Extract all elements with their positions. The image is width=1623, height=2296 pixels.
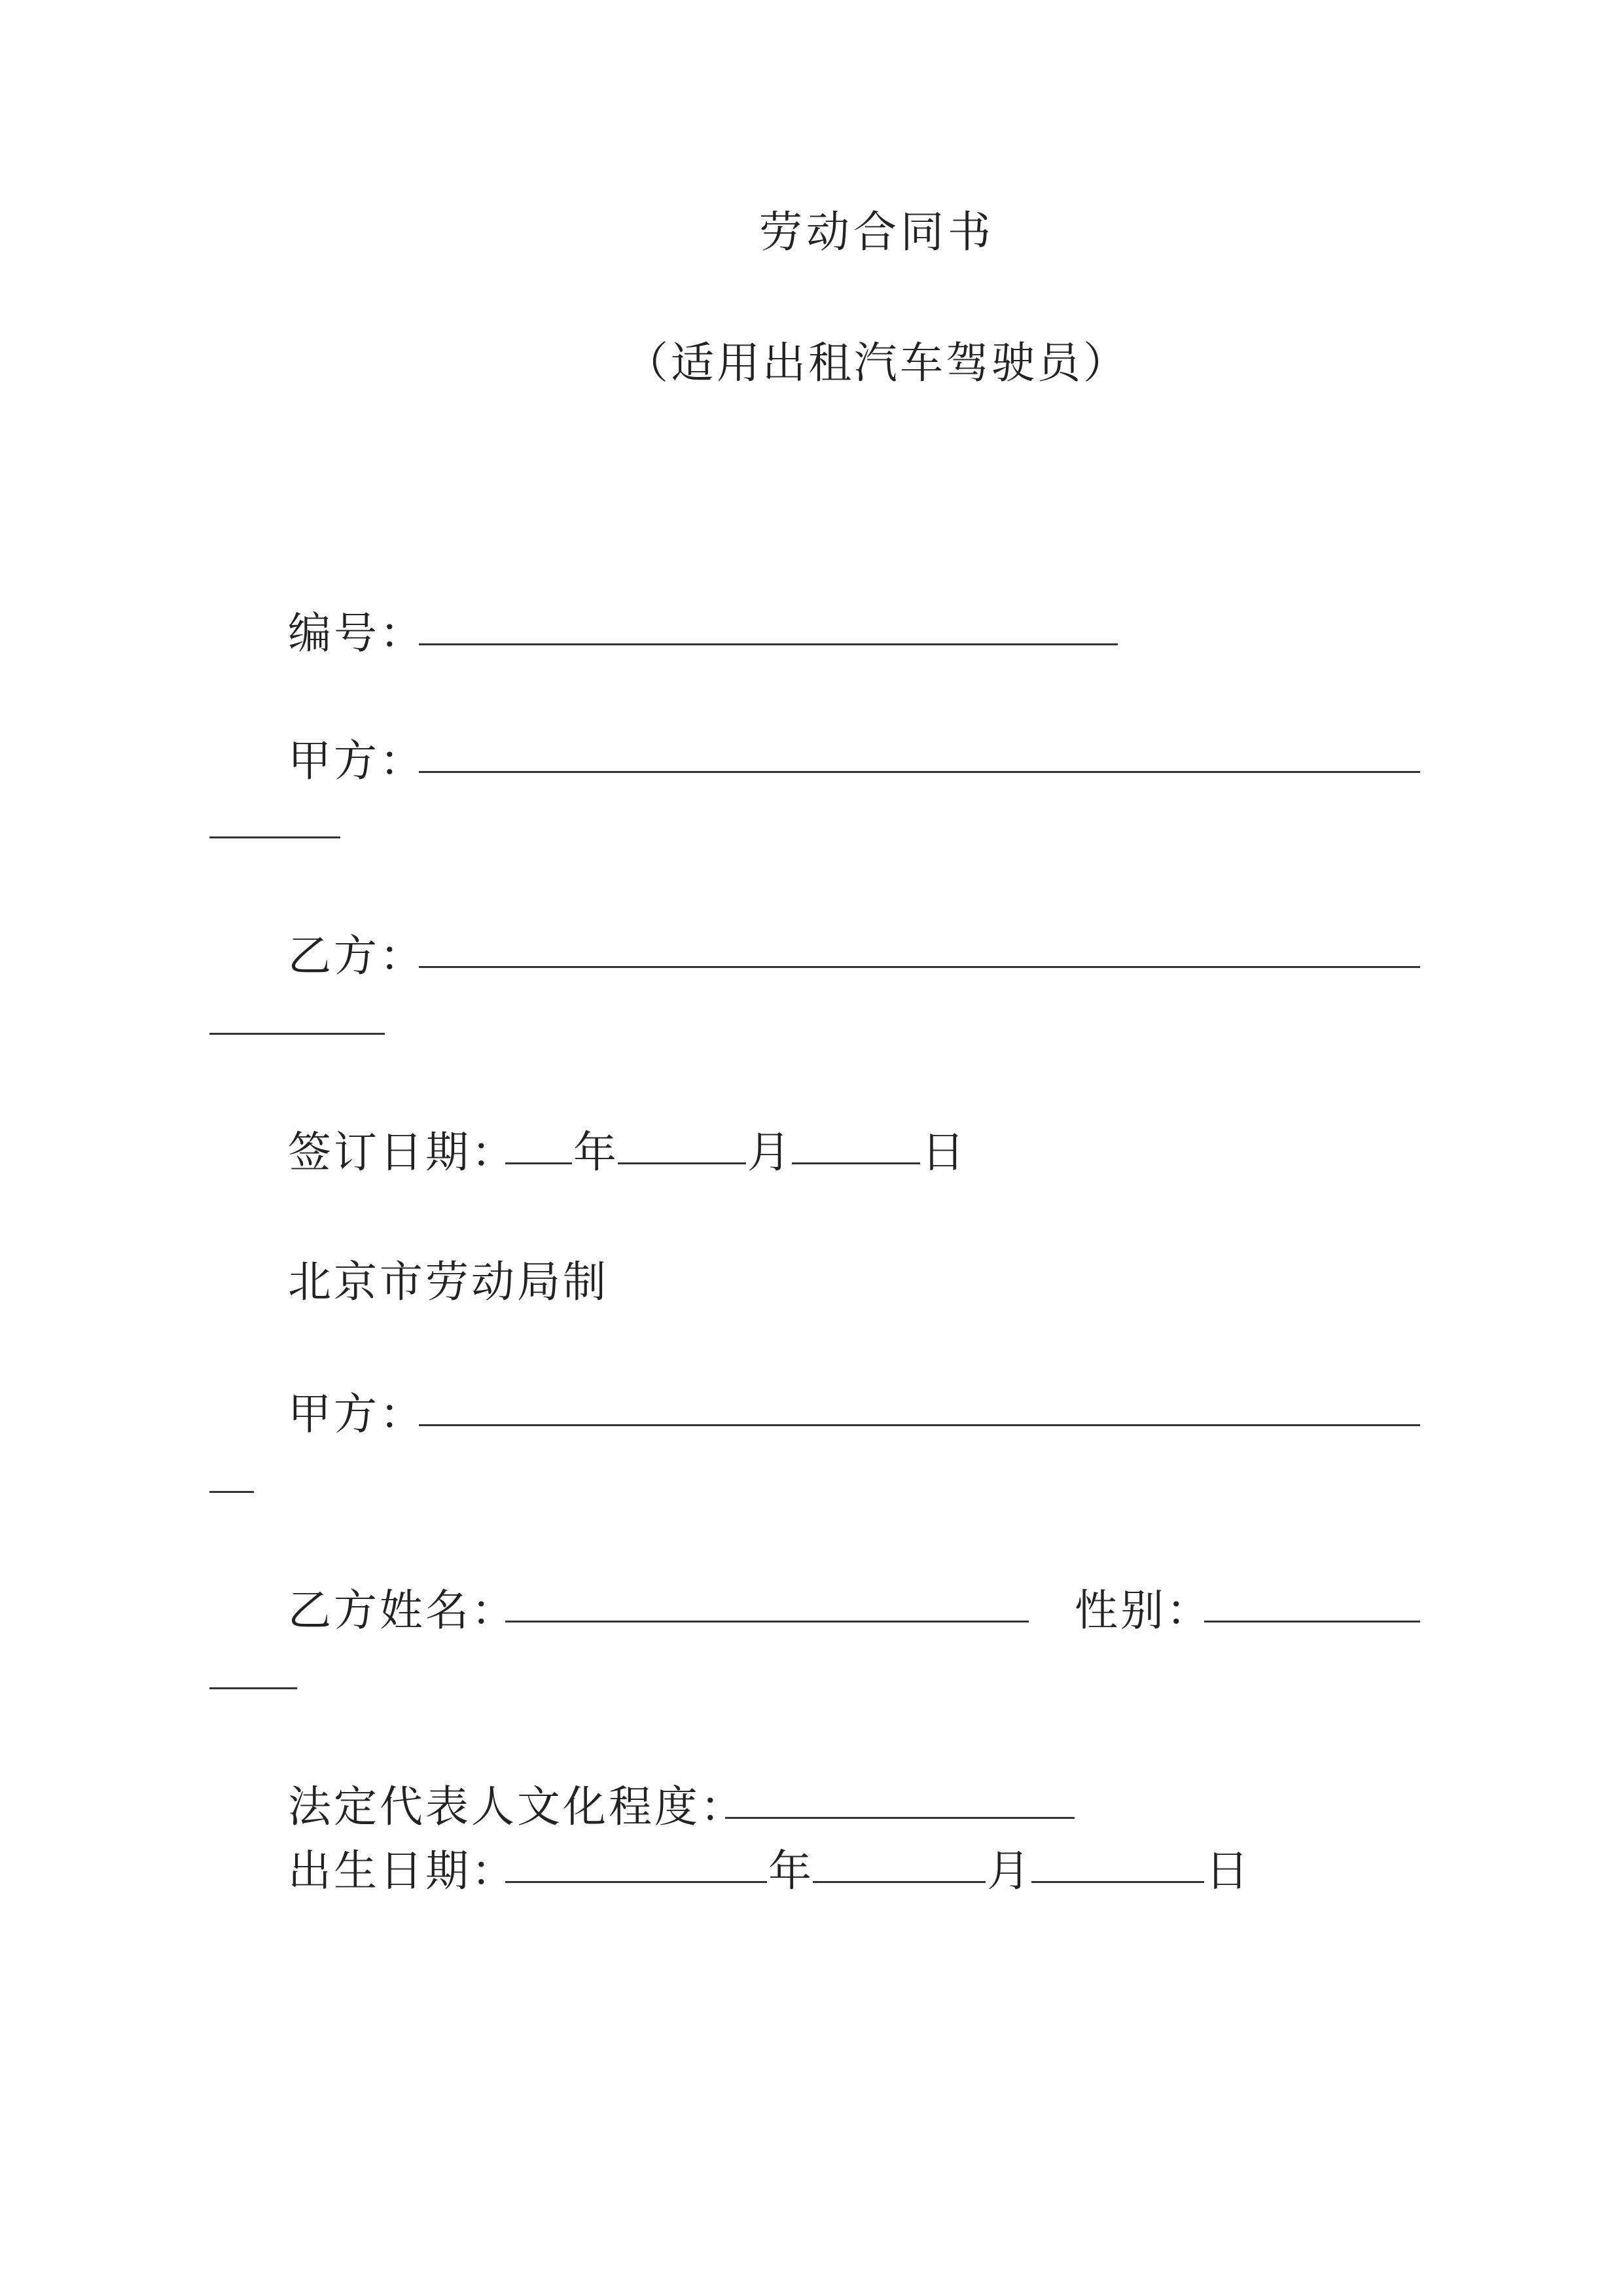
- party-a-blank-continued[interactable]: [209, 836, 340, 838]
- birth-month-blank[interactable]: [813, 1881, 986, 1883]
- issuer-text: 北京市劳动局制: [288, 1257, 609, 1307]
- party-b-name-label: 乙方姓名：: [288, 1585, 517, 1636]
- birth-day-blank[interactable]: [1031, 1881, 1204, 1883]
- birth-year-blank[interactable]: [505, 1881, 767, 1883]
- party-a2-label: 甲方：: [288, 1389, 425, 1439]
- sign-month-label: 月: [747, 1127, 793, 1177]
- number-label: 编号：: [288, 608, 425, 658]
- education-label: 法定代表人文化程度：: [288, 1782, 746, 1832]
- document-subtitle: （适用出租汽车驾驶员）: [625, 338, 1129, 388]
- gender-blank-continued[interactable]: [209, 1687, 297, 1689]
- birth-year-label: 年: [768, 1846, 814, 1896]
- sign-month-blank[interactable]: [618, 1162, 746, 1164]
- sign-year-label: 年: [573, 1127, 619, 1177]
- document-title: 劳动合同书: [759, 207, 995, 257]
- party-a-label: 甲方：: [288, 736, 425, 786]
- sign-date-label: 签订日期：: [288, 1127, 517, 1177]
- gender-blank[interactable]: [1204, 1621, 1420, 1623]
- number-blank[interactable]: [419, 643, 1118, 645]
- party-b-name-blank[interactable]: [505, 1621, 1029, 1623]
- birth-month-label: 月: [987, 1846, 1033, 1896]
- gender-label: 性别：: [1075, 1585, 1212, 1636]
- party-b-blank-continued[interactable]: [209, 1033, 385, 1035]
- education-blank[interactable]: [725, 1817, 1075, 1819]
- sign-year-blank[interactable]: [505, 1162, 572, 1164]
- party-a-blank[interactable]: [419, 771, 1420, 773]
- party-b-blank[interactable]: [419, 966, 1420, 968]
- party-a2-blank-continued[interactable]: [209, 1491, 254, 1493]
- birth-day-label: 日: [1205, 1846, 1251, 1896]
- birth-date-label: 出生日期：: [288, 1846, 517, 1896]
- party-a2-blank[interactable]: [419, 1424, 1420, 1426]
- party-b-label: 乙方：: [288, 931, 425, 981]
- sign-day-blank[interactable]: [792, 1162, 920, 1164]
- sign-day-label: 日: [921, 1127, 967, 1177]
